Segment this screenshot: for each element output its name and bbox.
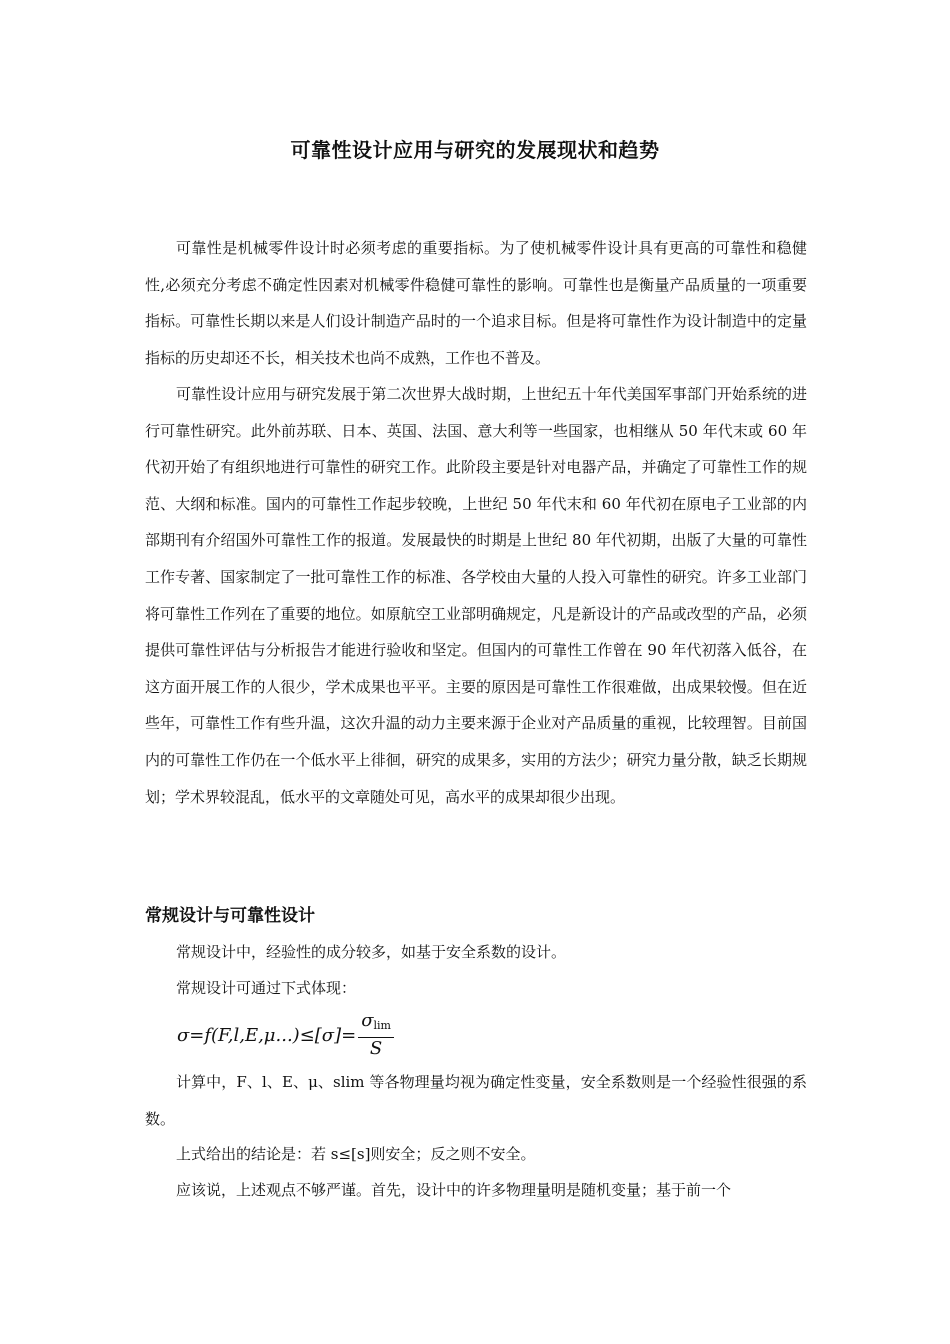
section-heading: 常规设计与可靠性设计 <box>145 906 315 926</box>
formula-lhs: σ=f(F,l,E,μ...)≤[σ]= <box>177 1024 357 1046</box>
section-line-1: 常规设计中，经验性的成分较多，如基于安全系数的设计。 <box>176 943 567 961</box>
paragraph-intro: 可靠性是机械零件设计时必须考虑的重要指标。为了使机械零件设计具有更高的可靠性和稳健性,必须充分考虑不确定性因素对机械零件稳健可靠性的影响。可靠性也是衡量产品质量的一项重要指标。可靠性长期以来是人们设计制造产品时的一个追求目标。但是将可靠性作为设计制造中的定量指标的历史却还不长，相关技术也尚不成熟，工作也不普及。 <box>145 239 807 367</box>
paragraph-history: 可靠性设计应用与研究发展于第二次世界大战时期，上世纪五十年代美国军事部门开始系统的进行可靠性研究。此外前苏联、日本、英国、法国、意大利等一些国家，也相继从 50 年代末或 60 年代初开始了有组织地进行可靠性的研究工作。此阶段主要是针对电器产品，并确定了可靠性工作的规范、大纲和标准。国内的可靠性工作起步较晚，上世纪 50 年代末和 60 年代初在原电子工业部的内部期刊有介绍国外可靠性工作的报道。发展最快的时期是上世纪 80 年代初期，出版了大量的可靠性工作专著、国家制定了一批可靠性工作的标准、各学校由大量的人投入可靠性的研究。许多工业部门将可靠性工作列在了重要的地位。如原航空工业部明确规定，凡是新设计的产品或改型的产品，必须提供可靠性评估与分析报告才能进行验收和坚定。但国内的可靠性工作曾在 90 年代初落入低谷，在这方面开展工作的人很少，学术成果也平平。主要的原因是可靠性工作很难做，出成果较慢。但在近些年，可靠性工作有些升温，这次升温的动力主要来源于企业对产品质量的重视，比较理智。目前国内的可靠性工作仍在一个低水平上徘徊，研究的成果多，实用的方法少；研究力量分散，缺乏长期规划；学术界较混乱，低水平的文章随处可见，高水平的成果却很少出现。 <box>145 385 807 806</box>
document-title: 可靠性设计应用与研究的发展现状和趋势 <box>290 138 660 162</box>
safety-factor-formula <box>177 1010 394 1060</box>
formula-denominator: S <box>369 1038 383 1059</box>
formula-fraction <box>358 1010 394 1060</box>
formula-numerator: $\sigma_{lim}$ <box>358 1010 394 1038</box>
paragraph-last-line: 应该说，上述观点不够严谨。首先，设计中的许多物理量明是随机变量；基于前一个 <box>176 1181 732 1199</box>
paragraph-after-formula: 计算中，F、l、E、μ、slim 等各物理量均视为确定性变量，安全系数则是一个经验性很强的系数。 <box>145 1073 807 1128</box>
formula-numerator-subscript: lim <box>373 1019 391 1032</box>
paragraph-conclusion: 上式给出的结论是：若 s≤[s]则安全；反之则不安全。 <box>176 1145 536 1163</box>
section-line-2: 常规设计可通过下式体现： <box>176 979 357 997</box>
